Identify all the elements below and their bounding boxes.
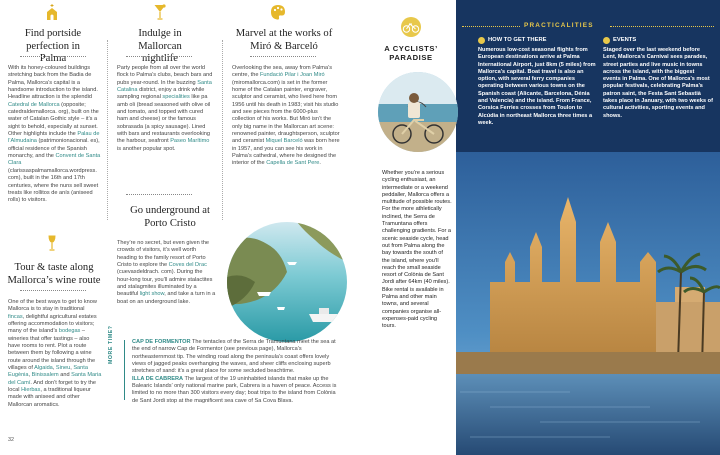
page-number: 32	[8, 437, 14, 443]
cocktail-icon	[152, 3, 168, 21]
highlight-term: specialities	[162, 94, 190, 101]
practicalities-title: PRACTICALITIES	[524, 22, 594, 29]
wine-route-body	[8, 299, 102, 409]
body-text: Overlooking the sea, away from Palma’s centre, the	[232, 65, 333, 79]
body-text: One of the best ways to get to know Mallorca is to stay in traditional	[8, 299, 97, 313]
practicalities-rule	[462, 26, 520, 27]
column-divider	[107, 40, 108, 220]
highlight-term: bodegas	[58, 328, 81, 335]
highlight-term: fincas	[8, 313, 23, 320]
miro-barcelo-body	[232, 65, 342, 168]
events-body: Staged over the last weekend before Lent, Mallorca’s Carnival sees parades, street parties and live music in towns across the island, with the biggest events in Palma. One of Mallorca’s most popular festivals, celebrating Palma’s patron saint, the Festa Sant Sebastià takes place in January, with two weeks of cultural activities, sporting events and shows.	[603, 47, 713, 119]
body-text: (patrimonionacional. es), official residence of the Spanish monarchy, and the	[8, 138, 100, 160]
highlight-term: Sineu	[55, 365, 71, 372]
highlight-term: Catedral de Mallorca	[8, 101, 60, 108]
cathedral-photo	[450, 152, 720, 455]
highlight-term: Fundació Pilar i Joan Miró	[260, 72, 325, 79]
highlight-term: Capella de Sant Pere	[266, 160, 320, 167]
body-text: . And don’t forget to try the local	[8, 379, 97, 394]
heading-porto-cristo: Go underground at Porto Cristo	[130, 205, 210, 229]
cyclists-heading: A CYCLISTS’ PARADISE	[384, 44, 438, 63]
body-text: like pa amb oli (bread seasoned with olive oil and tomato, and topped with cured ham and cheese) or the famous sobrasada (a spicy sausage). Lined with bars and restaurants overlooking the harbour, seafront	[117, 94, 211, 145]
body-text: (opposite; catedraldemallorca. org), built on the water of Catalan Gothic style – it’s a sight to behold, especially at sunset. Other highlights include the	[8, 101, 99, 138]
more-time-label: MORE TIME?	[108, 325, 114, 364]
more-time-item-title: CAP DE FORMENTOR	[132, 339, 191, 345]
highlight-term: Paseo Marítimo	[170, 138, 210, 145]
more-time-item-text: The largest of the 19 uninhabited islands that make up the Balearic Islands’ only national marine park, Cabrera is a haven of peace. Access is limited to no more than 300 visitors every day; boat trips to the island from Colònia de Sant Jordi stop at the magnificent sea cave of Sa Cova Blava.	[132, 375, 337, 404]
column-divider	[222, 40, 223, 220]
cathedral-icon	[44, 3, 60, 21]
highlight-term: light show	[139, 291, 165, 298]
left-page	[0, 0, 356, 455]
body-text: , delightful agricultural estates offering accommodation to visitors; many of the island’s	[8, 313, 97, 335]
cyclist-photo	[378, 72, 458, 152]
heading-divider	[20, 56, 86, 57]
events-title: EVENTS	[613, 37, 637, 43]
heading-divider	[20, 290, 86, 291]
how-to-get-there-title: HOW TO GET THERE	[488, 37, 547, 43]
porto-cristo-photo	[227, 222, 347, 342]
body-text: – wineries that offer tastings – also have rooms to rent. Plot a route between them by following a wine route around the island through the villages of	[8, 328, 96, 372]
highlight-term: Algaida	[34, 365, 53, 372]
more-time-item-title: ILLA DE CABRERA	[132, 375, 184, 382]
body-text: ,	[70, 365, 74, 372]
how-to-get-there-body: Numerous low-cost seasonal flights from European destinations arrive at Palma International Airport, just 8km (5 miles) from Mallorca’s capital. Boat travel is also an option, with several ferry companies operating between various towns on the Spanish coast (Alicante, Barcelona, Dénia and Valencia) and the island. From France, Corsica Ferries crosses from Toulon to Alcúdia in northeast Mallorca three times a week.	[478, 47, 596, 126]
bicycle-icon	[400, 16, 422, 38]
highlight-term: Binissalem	[31, 372, 59, 379]
heading-portside: Find portside perfection in Palma	[24, 28, 82, 64]
body-text: With its honey-coloured buildings stretching back from the Badia de Palma, Mallorca’s capital is a handsome introduction to the island. Headline attraction is the splendid	[8, 65, 98, 101]
highlight-term: Coves del Drac	[168, 262, 207, 269]
heading-divider	[126, 56, 192, 57]
heading-divider	[250, 56, 316, 57]
more-time-body	[132, 339, 342, 405]
practicalities-rule	[610, 26, 714, 27]
body-text: is another popular spot.	[117, 145, 176, 152]
wine-glass-icon	[44, 234, 60, 252]
heading-miro-barcelo: Marvel at the works of Miró & Barceló	[235, 28, 333, 52]
more-time-divider	[124, 340, 125, 400]
highlight-term: Santa Eugènia	[8, 365, 88, 379]
porto-cristo-body	[117, 240, 217, 306]
plane-icon	[478, 37, 485, 44]
body-text: Party people from all over the world flock to Palma’s clubs, beach bars and pubs year-round. In the buzzing	[117, 65, 213, 86]
heading-divider	[126, 194, 192, 195]
body-text: , and take a turn in a boat on an underground lake.	[117, 291, 216, 305]
highlight-term: Miquel Barceló	[265, 138, 303, 145]
star-icon	[603, 37, 610, 44]
palette-icon	[270, 3, 286, 21]
body-text: ,	[28, 372, 32, 379]
body-text: They’re no secret, but even given the crowds of visitors, it’s well worth heading to the family resort of Porto Cristo to explore the	[117, 240, 210, 269]
cyclists-body: Whether you’re a serious cycling enthusiast, an intermediate or a weekend peddaller, Mallorca offers a multitude of possible routes. For the more athletically inclined, the Serra de Tramuntana offers challenging gradients. For a scenic seaside cycle, head out from Palma along the bay towards the south of the island, where you’ll reach the small seaside resort of Colònia de Sant Jordi after 64km (40 miles). Bike rental is available in Palma and other main towns, and several companies organise all-expenses-paid cycling tours.	[382, 170, 452, 330]
body-text: ,	[52, 365, 56, 372]
right-page	[356, 0, 720, 455]
portside-body	[8, 65, 102, 205]
body-text: .	[319, 160, 321, 167]
body-text: , a traditional liqueur made with aniseed and other Mallorcan aromatics.	[8, 387, 91, 408]
body-text: district, enjoy a drink while sampling regional	[117, 87, 205, 101]
nightlife-body	[117, 65, 213, 153]
highlight-term: Hierbas	[21, 387, 41, 394]
more-time-item-text: The tentacles of the Serra de Tramuntana meet the sea at the end of narrow Cap de Formentor (see previous page), Mallorca’s northeasternmost tip. The winding road along the peninsula’s coast offers lovely views of jagged peaks overhanging the waves, and sheer cliffs enclosing superb stretches of sand: it’s a great place for some secluded beachtime.	[132, 339, 336, 375]
highlight-term: Convent de Santa Clara	[8, 153, 101, 167]
body-text: and	[58, 372, 72, 379]
body-text: (miromallorca.com) is set in the former home of the Catalan painter, engraver, sculptor and ceramist, who lived here from 1956 until his death in 1983; visit his studio and see pieces from the 6000-plus collection of his works. But Miró isn’t the only big name in the Mallorcan art scene: renowned painter, draughtsperson, sculptor and ceramist	[232, 79, 340, 145]
body-text: was born here in 1957, and you can see his work in Palma’s cathedral, where he designed the interior of the	[232, 138, 340, 167]
heading-nightlife: Indulge in Mallorcan nightlife	[138, 28, 182, 64]
highlight-term: Palau de l’Almudaina	[8, 131, 100, 145]
body-text: (clarissaspalmamallorca.wordpress. com), built in the 16th and 17th centuries, where the nuns sell sweet treats like rollitos de anís (aniseed rolls) to visitors.	[8, 167, 99, 204]
highlight-term: Santa Maria del Camí	[8, 372, 102, 386]
heading-wine-route: Tour & taste along Mallorca’s wine route	[7, 262, 101, 286]
body-text: (cuevasdeldrach. com). During the hour-long tour, you’ll admire stalactites and stalagmites illuminated by a beautiful	[117, 269, 213, 298]
highlight-term: Santa Catalina	[117, 79, 212, 94]
